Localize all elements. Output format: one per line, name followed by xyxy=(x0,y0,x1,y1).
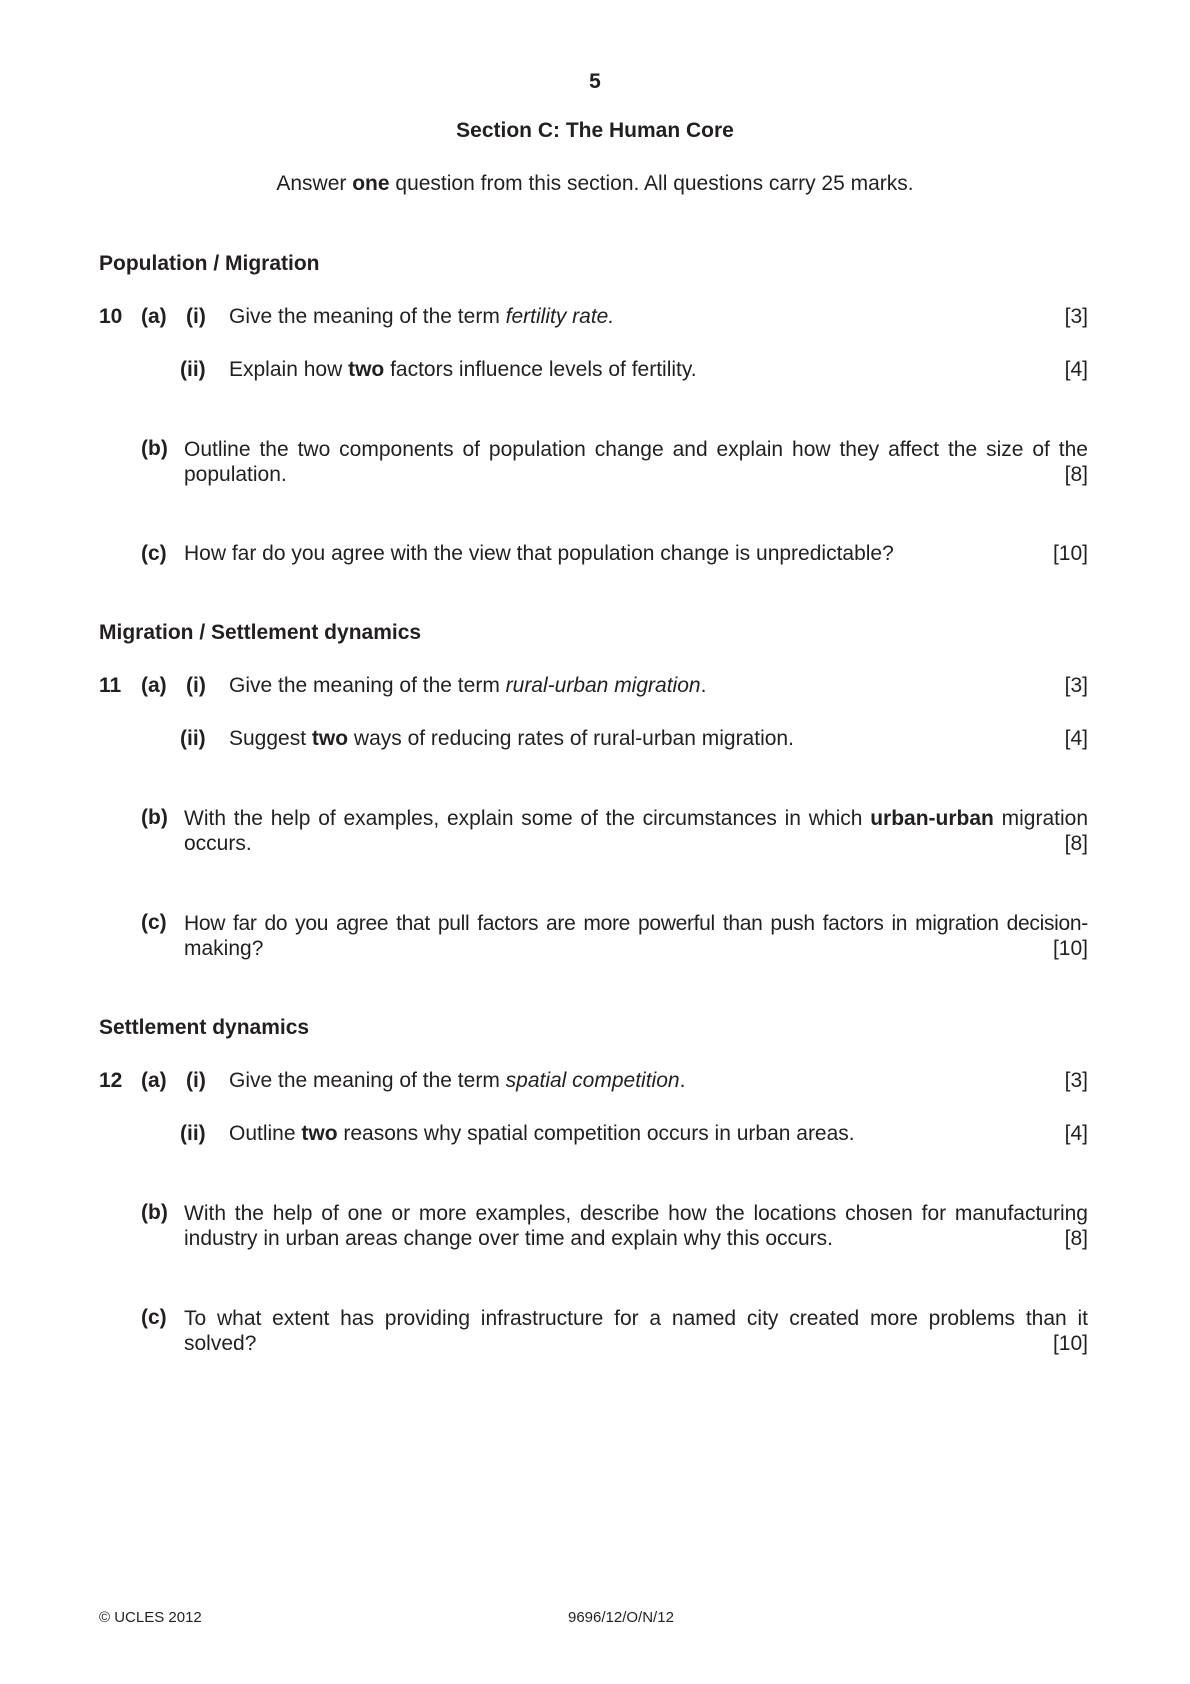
question-text: Outline two reasons why spatial competition occurs in urban areas. xyxy=(229,1122,855,1145)
part-label: (a) xyxy=(141,674,167,697)
marks: [4] xyxy=(1064,1122,1088,1145)
question-text: population. xyxy=(184,463,287,486)
part-label: (b) xyxy=(141,806,168,829)
question-text: industry in urban areas change over time and explain why this occurs. xyxy=(184,1227,834,1250)
subpart-label: (i) xyxy=(186,674,206,697)
part-label: (c) xyxy=(141,542,167,565)
question-text: Explain how two factors influence levels of fertility. xyxy=(229,358,697,381)
part-label: (c) xyxy=(141,911,167,934)
subpart-label: (ii) xyxy=(180,358,206,381)
question-text: making? xyxy=(184,937,264,960)
marks: [10] xyxy=(1052,937,1088,960)
question-number: 10 xyxy=(99,305,123,328)
question-text: With the help of examples, explain some of the circumstances in which urban-urban migration xyxy=(184,807,1088,830)
question-text: Give the meaning of the term spatial competition. xyxy=(229,1069,686,1092)
question-text: Outline the two components of population change and explain how they affect the size of the xyxy=(184,438,1088,461)
question-text: Give the meaning of the term rural-urban migration. xyxy=(229,674,707,697)
marks: [10] xyxy=(1052,542,1088,565)
marks: [4] xyxy=(1064,727,1088,750)
footer-copyright: © UCLES 2012 xyxy=(99,1609,202,1626)
marks: [4] xyxy=(1064,358,1088,381)
question-number: 12 xyxy=(99,1069,123,1092)
marks: [3] xyxy=(1064,1069,1088,1092)
marks: [3] xyxy=(1064,674,1088,697)
question-text: How far do you agree with the view that population change is unpredictable? xyxy=(184,542,894,565)
part-label: (a) xyxy=(141,1069,167,1092)
marks: [10] xyxy=(1052,1332,1088,1355)
question-text: Give the meaning of the term fertility rate. xyxy=(229,305,615,328)
question-text: solved? xyxy=(184,1332,257,1355)
page-number: 5 xyxy=(589,70,601,93)
marks: [3] xyxy=(1064,305,1088,328)
marks: [8] xyxy=(1064,1227,1088,1250)
subpart-label: (ii) xyxy=(180,1122,206,1145)
question-text: Suggest two ways of reducing rates of rural-urban migration. xyxy=(229,727,794,750)
question-text: With the help of one or more examples, describe how the locations chosen for manufacturing xyxy=(184,1202,1088,1225)
subpart-label: (i) xyxy=(186,1069,206,1092)
topic-heading: Migration / Settlement dynamics xyxy=(99,621,422,644)
subpart-label: (i) xyxy=(186,305,206,328)
section-title: Section C: The Human Core xyxy=(456,119,734,142)
part-label: (a) xyxy=(141,305,167,328)
question-number: 11 xyxy=(99,674,122,697)
part-label: (c) xyxy=(141,1306,167,1329)
topic-heading: Settlement dynamics xyxy=(99,1016,310,1039)
marks: [8] xyxy=(1064,832,1088,855)
topic-heading: Population / Migration xyxy=(99,252,320,275)
section-instruction: Answer one question from this section. All questions carry 25 marks. xyxy=(276,172,914,195)
question-text: To what extent has providing infrastructure for a named city created more problems than it xyxy=(184,1307,1088,1330)
question-text: occurs. xyxy=(184,832,252,855)
footer-paper-code: 9696/12/O/N/12 xyxy=(568,1609,674,1626)
part-label: (b) xyxy=(141,437,168,460)
part-label: (b) xyxy=(141,1201,168,1224)
marks: [8] xyxy=(1064,463,1088,486)
subpart-label: (ii) xyxy=(180,727,206,750)
question-text: How far do you agree that pull factors are more powerful than push factors in migration decision- xyxy=(184,912,1088,935)
